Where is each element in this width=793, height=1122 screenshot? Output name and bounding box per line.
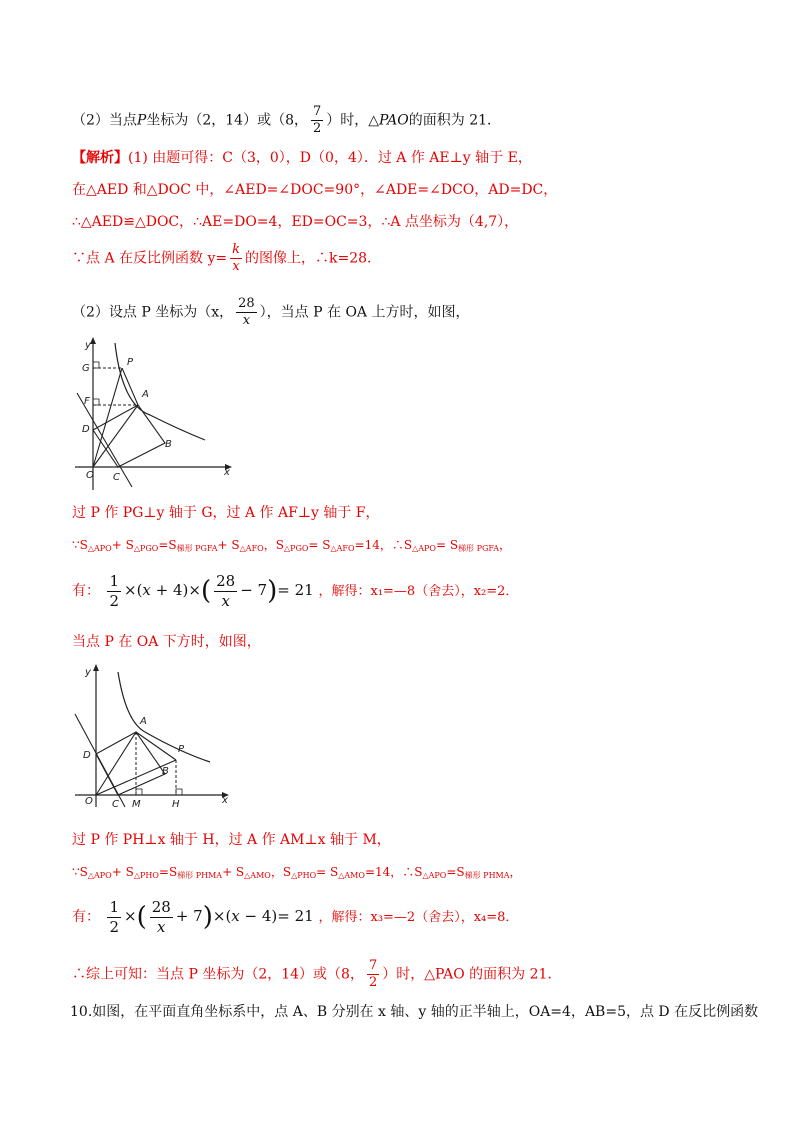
fig2-right-angle-h (176, 789, 182, 795)
a-area-sub6: △AFO (330, 544, 355, 553)
analysis-line-2 (72, 180, 557, 200)
case-above-have: 有： (72, 583, 100, 599)
fig1-label-g: G (82, 363, 90, 374)
b-area-b: + S (111, 865, 134, 879)
answer-suffix: ）时，△ (326, 112, 380, 129)
a-area-f: = S (308, 538, 331, 552)
fig2-right-angle-m (136, 789, 142, 795)
a-area-d: + S (217, 538, 240, 552)
a-area-sub5: △PGO (283, 544, 309, 553)
fig2-hyperbola (118, 672, 210, 762)
b-area-sub7: △APO (422, 871, 447, 880)
a-area-g: =14，∴S (354, 538, 413, 552)
case-above-solve: ，解得：x₁=—8（舍去），x₂=2． (318, 584, 519, 599)
fig2-label-b: B (162, 766, 169, 777)
fig2-label-p: P (178, 744, 185, 755)
fig1-label-p: P (127, 357, 134, 368)
fig2-label-m: M (132, 799, 141, 810)
eq2-half: $\frac{1}{2}$ (109, 897, 119, 936)
case-above-intro-b: ），当点 P 在 OA 上方时，如图， (259, 304, 470, 321)
conclusion-b: ）时，△PAO 的面积为 21． (382, 966, 562, 983)
answer-prefix: （2）当点 (72, 112, 137, 129)
fig1-label-a: A (142, 389, 149, 400)
eq2-28-over-x: $\frac{28}{x}$ (151, 897, 171, 936)
answer-end: 的面积为 21． (408, 112, 502, 129)
case-above-equation (72, 567, 518, 615)
answer-fraction (311, 104, 323, 137)
k-den: x (232, 259, 240, 274)
fig2-label-y: y (85, 667, 91, 678)
fig1-label-b: B (165, 439, 172, 450)
case-below-equation (72, 893, 518, 941)
a-area-sub1: △APO (87, 544, 112, 553)
fig1-label-o: O (86, 470, 94, 481)
fig2-y-arrow (93, 664, 99, 671)
conclusion-num: 7 (368, 958, 378, 973)
k-num: k (232, 242, 240, 257)
a-area-sub2: △PGO (133, 544, 159, 553)
figure-1 (70, 335, 240, 495)
eq1-tail: = 21 (277, 581, 314, 599)
fig1-oa (93, 405, 138, 467)
a-area-a: ∵S (72, 538, 88, 552)
b-area-sub3: 梯形 PHMA (177, 871, 223, 880)
a-area-b: + S (111, 538, 134, 552)
a-area-sub7: △APO (412, 544, 436, 553)
eq2-tail: = 21 (277, 907, 314, 925)
a-area-h: = S (435, 538, 459, 552)
fig1-label-d: D (82, 424, 90, 435)
b-area-sub6: △AMO (338, 871, 365, 880)
fig2-label-a: A (140, 716, 147, 727)
fig1-label-x: x (224, 467, 230, 478)
case-below-construct-text: 过 P 作 PH⊥x 轴于 H，过 A 作 AM⊥x 轴于 M， (72, 832, 391, 848)
fig2-label-c: C (112, 799, 119, 810)
case-below-intro (72, 632, 261, 652)
b-area-sub2: △PHO (133, 871, 159, 880)
fig1-label-f: F (84, 396, 90, 407)
case-above-areas (72, 535, 511, 559)
fig2-label-d: D (83, 750, 91, 761)
conclusion-den: 2 (368, 975, 378, 990)
b-area-e: ，S (270, 865, 292, 879)
analysis-text-4b: 的图像上，∴k=28． (245, 250, 382, 267)
answer-p: P (136, 112, 147, 129)
b-area-sub8: 梯形 PHMA (464, 871, 510, 880)
intro-frac-num: 28 (238, 296, 255, 311)
analysis-label: 【解析】 (72, 150, 128, 166)
k-over-x-fraction (230, 242, 242, 275)
analysis-line-3 (72, 212, 518, 232)
a-area-sub3: 梯形 PGFA (176, 544, 218, 553)
b-area-sub4: △AMO (244, 871, 271, 880)
answer-pao: PAO (379, 112, 409, 129)
answer-frac-num: 7 (312, 104, 322, 119)
conclusion-a: ∴综上可知：当点 P 坐标为（2，14）或（8， (72, 966, 364, 983)
a-area-e: ，S (263, 538, 284, 552)
b-area-f: = S (316, 865, 339, 879)
b-area-sub5: △PHO (291, 871, 317, 880)
equation-1: $\frac{1}{2}$ ×(x + 4)×( $\frac{28}{x}$ − 7)= 21 (109, 571, 314, 610)
a-area-sub4: △AFO (239, 544, 264, 553)
case-above-intro (72, 296, 469, 329)
conclusion-fraction (367, 958, 379, 991)
answer-mid: 坐标为（2，14）或（8， (146, 112, 308, 129)
fig1-label-y: y (85, 340, 91, 351)
answer-frac-den: 2 (312, 121, 322, 136)
b-area-h: =S (446, 865, 465, 879)
fig2-ap (136, 732, 176, 760)
equation-2: $\frac{1}{2}$ ×( $\frac{28}{x}$ + 7)×(x − 4)= 21 (109, 897, 314, 936)
b-area-sub1: △APO (87, 871, 112, 880)
figure-2 (70, 662, 240, 812)
question-10 (70, 1002, 758, 1022)
eq1-28-over-x: $\frac{28}{x}$ (216, 571, 236, 610)
analysis-text-1: (1) 由题可得：C（3，0），D（0，4）．过 A 作 AE⊥y 轴于 E， (128, 150, 532, 166)
fig2-label-o: O (85, 796, 93, 807)
analysis-text-3: ∴△AED≌△DOC，∴AE=DO=4，ED=OC=3，∴A 点坐标为（4,7）， (72, 214, 519, 230)
a-area-i: ， (499, 538, 512, 552)
b-area-i: ， (509, 865, 522, 879)
case-below-have: 有： (72, 909, 100, 925)
case-above-construct (72, 503, 380, 523)
case-above-intro-a: （2）设点 P 坐标为（x， (72, 304, 234, 321)
fig1-right-angle-g (93, 362, 99, 368)
analysis-text-4a: ∵点 A 在反比例函数 y= (72, 250, 228, 267)
b-area-d: + S (222, 865, 245, 879)
analysis-text-2: 在△AED 和△DOC 中，∠AED=∠DOC=90°，∠ADE=∠DCO，AD=DC， (72, 182, 558, 198)
case-below-intro-text: 当点 P 在 OA 下方时，如图， (72, 634, 261, 650)
intro-fraction (236, 296, 257, 329)
conclusion-line (72, 958, 561, 991)
case-below-construct (72, 830, 391, 850)
fig2-label-h: H (172, 799, 180, 810)
case-below-solve: ，解得：x₃=—2（舍去），x₄=8． (318, 910, 519, 925)
fig1-label-c: C (113, 472, 120, 483)
case-above-construct-text: 过 P 作 PG⊥y 轴于 G，过 A 作 AF⊥y 轴于 F， (72, 505, 380, 521)
fig1-square (93, 405, 165, 467)
question-10-text: 10.如图，在平面直角坐标系中，点 A、B 分别在 x 轴、y 轴的正半轴上，OA=4，AB=5，点 D 在反比例函数 (70, 1004, 759, 1020)
case-below-areas (72, 862, 522, 886)
analysis-line-4 (72, 242, 381, 275)
eq1-half: $\frac{1}{2}$ (109, 571, 119, 610)
b-area-a: ∵S (72, 865, 88, 879)
a-area-sub8: 梯形 PGFA (458, 544, 500, 553)
a-area-c: =S (158, 538, 177, 552)
analysis-line-1 (72, 148, 532, 168)
intro-frac-den: x (242, 313, 251, 328)
b-area-g: =14，∴S (364, 865, 423, 879)
b-area-c: =S (158, 865, 178, 879)
fig2-label-x: x (222, 795, 228, 806)
fig1-right-angle-f (93, 399, 99, 405)
part2-answer-line (72, 104, 501, 137)
